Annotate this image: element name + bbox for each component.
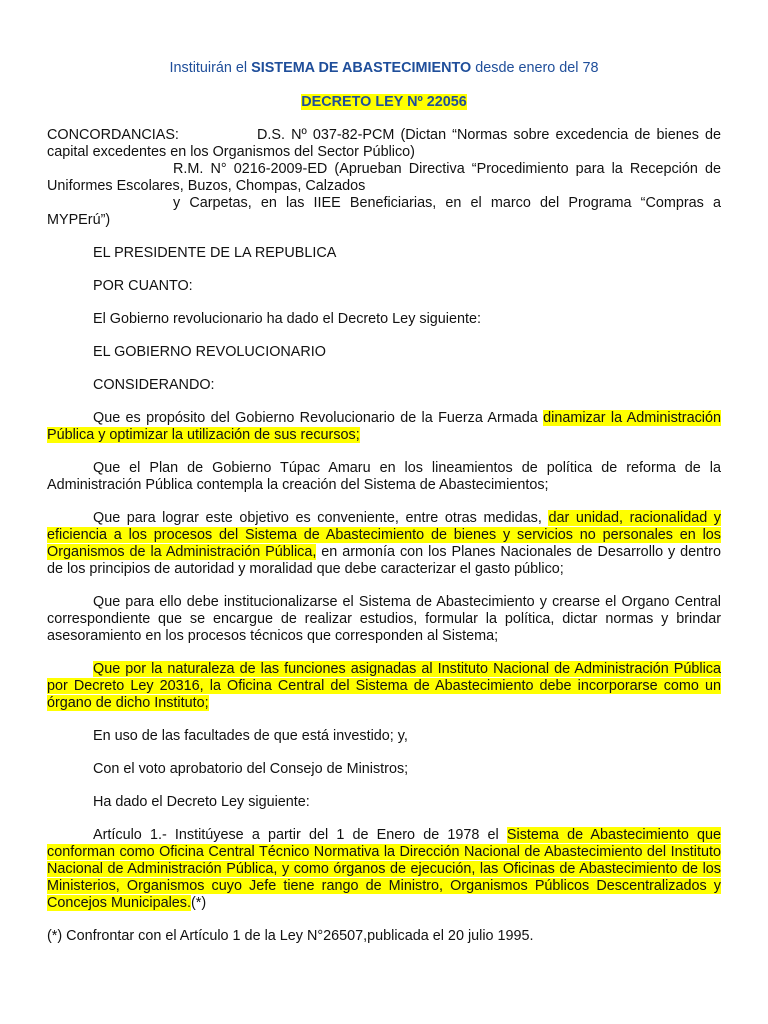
president-heading: EL PRESIDENTE DE LA REPUBLICA — [93, 245, 337, 261]
highlighted-text: Que por la naturaleza de las funciones asignadas al Instituto Nacional de Administración Pública por Decreto Ley 20316, la Oficina Central del Sistema de Abastecimiento debe incorporarse como un órgano de dicho Instituto; — [47, 661, 721, 711]
considerando-2: Que el Plan de Gobierno Túpac Amaru en los lineamientos de política de reforma de la Administración Pública contempla la creación del Sistema de Abastecimientos; — [47, 460, 721, 493]
gobierno-paragraph: El Gobierno revolucionario ha dado el Decreto Ley siguiente: — [93, 311, 481, 327]
concordancias-label: CONCORDANCIAS: — [47, 127, 179, 143]
articulo-1: Artículo 1.- Institúyese a partir del 1 de Enero de 1978 el Sistema de Abastecimiento que conforman como Oficina Central Técnico Normativa la Dirección Nacional de Abastecimiento del Instituto Nacional de Administración Pública, y como órganos de ejecución, las Oficinas de Abastecimiento de los Ministerios, Organismos cuyo Jefe tiene rango de Ministro, Organismos Públicos Descentralizados y Concejos Municipales.(*) — [47, 827, 721, 911]
concordancia-line: MYPErú”) — [47, 212, 111, 228]
highlighted-text: Sistema de Abastecimiento que conforman como Oficina Central Técnico Normativa la Dirección Nacional de Abastecimiento del Instituto Nacional de Administración Pública, y como órganos de ejecución, las Oficinas de Abastecimiento de los Ministerios, Organismos cuyo Jefe tiene rango de Ministro, Organismos Públicos Descentralizados y Concejos Municipales. — [47, 827, 721, 911]
highlighted-text: dinamizar la Administración Pública y optimizar la utilización de sus recursos; — [47, 410, 721, 443]
considerando-5 — [47, 661, 721, 712]
document-body — [47, 60, 721, 945]
concordancias-block — [47, 127, 721, 229]
concordancia-line: capital excedentes en los Organismos del Sector Público) — [47, 144, 415, 160]
considerando-4: Que para ello debe institucionalizarse el Sistema de Abastecimiento y crearse el Organo Central correspondiente que se encargue de realizar estudios, formular la política, dictar normas y brindar asesoramiento en los procesos técnicos que corresponden al Sistema; — [47, 594, 721, 644]
footnote: (*) Confrontar con el Artículo 1 de la Ley N°26507,publicada el 20 julio 1995. — [47, 928, 534, 944]
subtitle-emphasis: SISTEMA DE ABASTECIMIENTO — [251, 60, 472, 76]
decreto-paragraph: Ha dado el Decreto Ley siguiente: — [93, 794, 310, 810]
concordancia-line: y Carpetas, en las IIEE Beneficiarias, en el marco del Programa “Compras a — [173, 195, 721, 211]
document-subtitle: Instituirán el SISTEMA DE ABASTECIMIENTO desde enero del 78 — [169, 60, 599, 76]
highlighted-text: dar unidad, racionalidad y eficiencia a los procesos del Sistema de Abastecimiento de bienes y servicios no personales en los Organismos de la Administración Pública, — [47, 510, 721, 560]
footnote-marker: (*) — [190, 895, 207, 911]
voto-paragraph: Con el voto aprobatorio del Consejo de Ministros; — [93, 761, 409, 777]
concordancia-line: D.S. Nº 037-82-PCM (Dictan “Normas sobre excedencia de bienes de — [257, 127, 721, 143]
concordancia-line: R.M. N° 0216-2009-ED (Aprueban Directiva “Procedimiento para la Recepción de — [173, 161, 721, 177]
considerando-3: Que para lograr este objetivo es conveniente, entre otras medidas, dar unidad, racionalidad y eficiencia a los procesos del Sistema de Abastecimiento de bienes y servicios no personales en los Organismos de la Administración Pública, en armonía con los Planes Nacionales de Desarrollo y dentro de los principios de autoridad y moralidad que debe caracterizar el gasto público; — [47, 510, 721, 577]
facultades-paragraph: En uso de las facultades de que está investido; y, — [93, 728, 408, 744]
considerando-1: Que es propósito del Gobierno Revolucionario de la Fuerza Armada dinamizar la Administración Pública y optimizar la utilización de sus recursos; — [47, 410, 721, 443]
por-cuanto-heading: POR CUANTO: — [93, 278, 193, 294]
document-title: DECRETO LEY Nº 22056 — [301, 94, 467, 110]
concordancia-line: Uniformes Escolares, Buzos, Chompas, Calzados — [47, 178, 366, 194]
considerando-heading: CONSIDERANDO: — [93, 377, 215, 393]
gobierno-heading: EL GOBIERNO REVOLUCIONARIO — [93, 344, 326, 360]
